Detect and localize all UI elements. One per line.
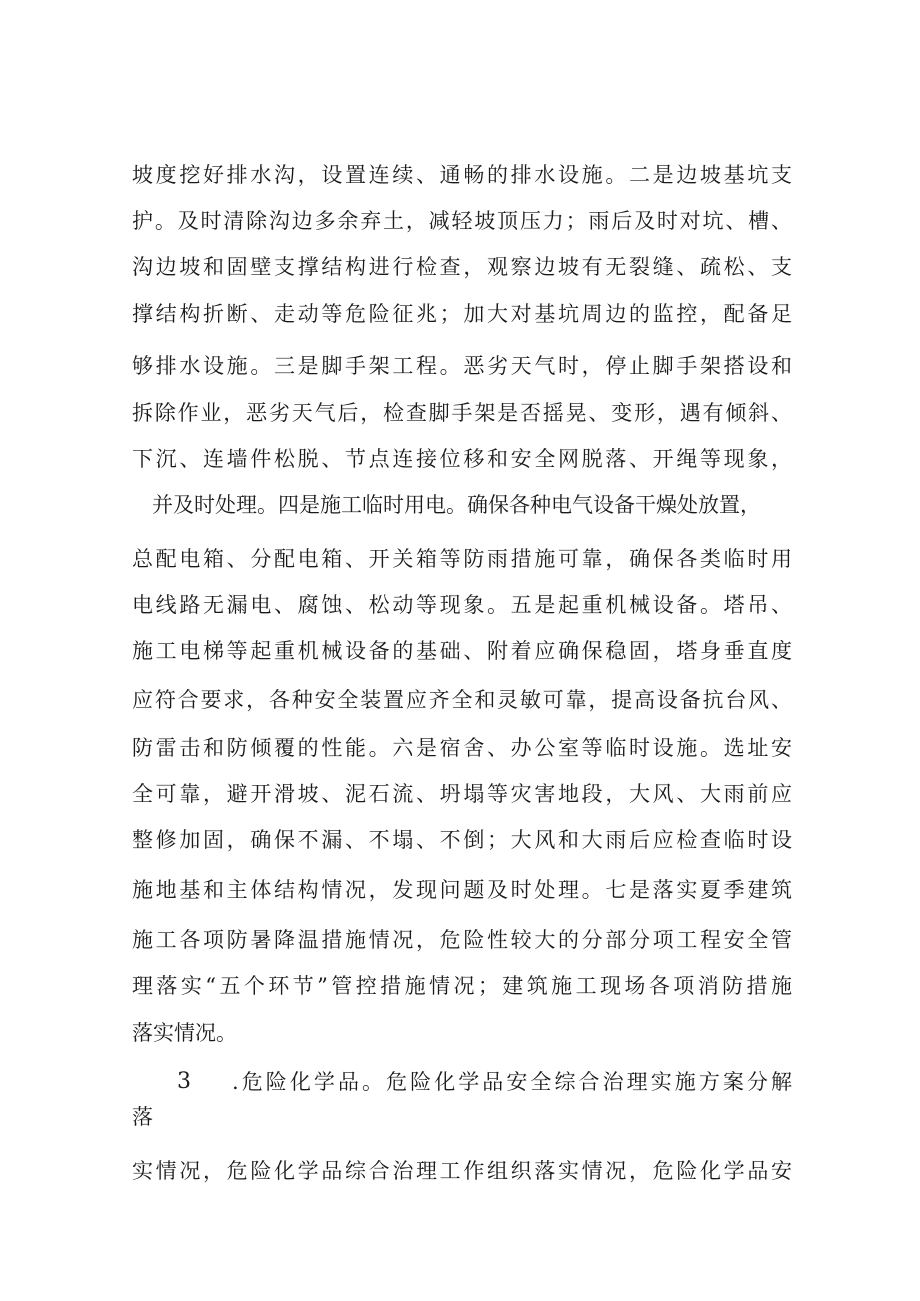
body-line: 防雷击和防倾覆的性能。六是宿舍、办公室等临时设施。选址安 [132,736,792,760]
body-line: 并及时处理。四是施工临时用电。确保各种电气设备干燥处放置， [152,493,761,517]
list-item-number: 3 [177,1069,191,1094]
body-line: 施工电梯等起重机械设备的基础、附着应确保稳固，塔身垂直度 [132,639,792,663]
body-line: 施地基和主体结构情况，发现问题及时处理。七是落实夏季建筑 [132,878,792,902]
body-line: 撑结构折断、走动等危险征兆；加大对基坑周边的监控，配备足 [132,302,792,326]
body-line: 够排水设施。三是脚手架工程。恶劣天气时，停止脚手架搭设和 [132,354,792,378]
list-item-heading: .危险化学品。危险化学品安全综合治理实施方案分解 [232,1070,792,1094]
body-line: 坡度挖好排水沟，设置连续、通畅的排水设施。二是边坡基坑支 [132,163,792,187]
body-line: 下沉、连墙件松脱、节点连接位移和安全网脱落、开绳等现象， [132,447,792,471]
body-line: 施工各项防暑降温措施情况，危险性较大的分部分项工程安全管 [132,928,792,952]
body-line: 总配电箱、分配电箱、开关箱等防雨措施可靠，确保各类临时用 [132,547,792,571]
body-line: 应符合要求，各种安全装置应齐全和灵敏可靠，提高设备抗台风、 [132,688,792,712]
list-item-wrap: 落 [132,1105,153,1129]
body-line: 护。及时清除沟边多余弃土，减轻坡顶压力；雨后及时对坑、槽、 [132,209,792,233]
body-line: 拆除作业，恶劣天气后，检查脚手架是否摇晃、变形，遇有倾斜、 [132,401,792,425]
body-line: 沟边坡和固壁支撑结构进行检查，观察边坡有无裂缝、疏松、支 [132,255,792,279]
body-line: 实情况，危险化学品综合治理工作组织落实情况，危险化学品安 [132,1159,792,1183]
body-line: 全可靠，避开滑坡、泥石流、坍塌等灾害地段，大风、大雨前应 [132,782,792,806]
body-line: 电线路无漏电、腐蚀、松动等现象。五是起重机械设备。塔吊、 [132,593,792,617]
body-line: 理落实“五个环节”管控措施情况；建筑施工现场各项消防措施 [132,974,792,998]
body-line: 整修加固，确保不漏、不塌、不倒；大风和大雨后应检查临时设 [132,828,792,852]
body-line: 落实情况。 [132,1021,237,1045]
